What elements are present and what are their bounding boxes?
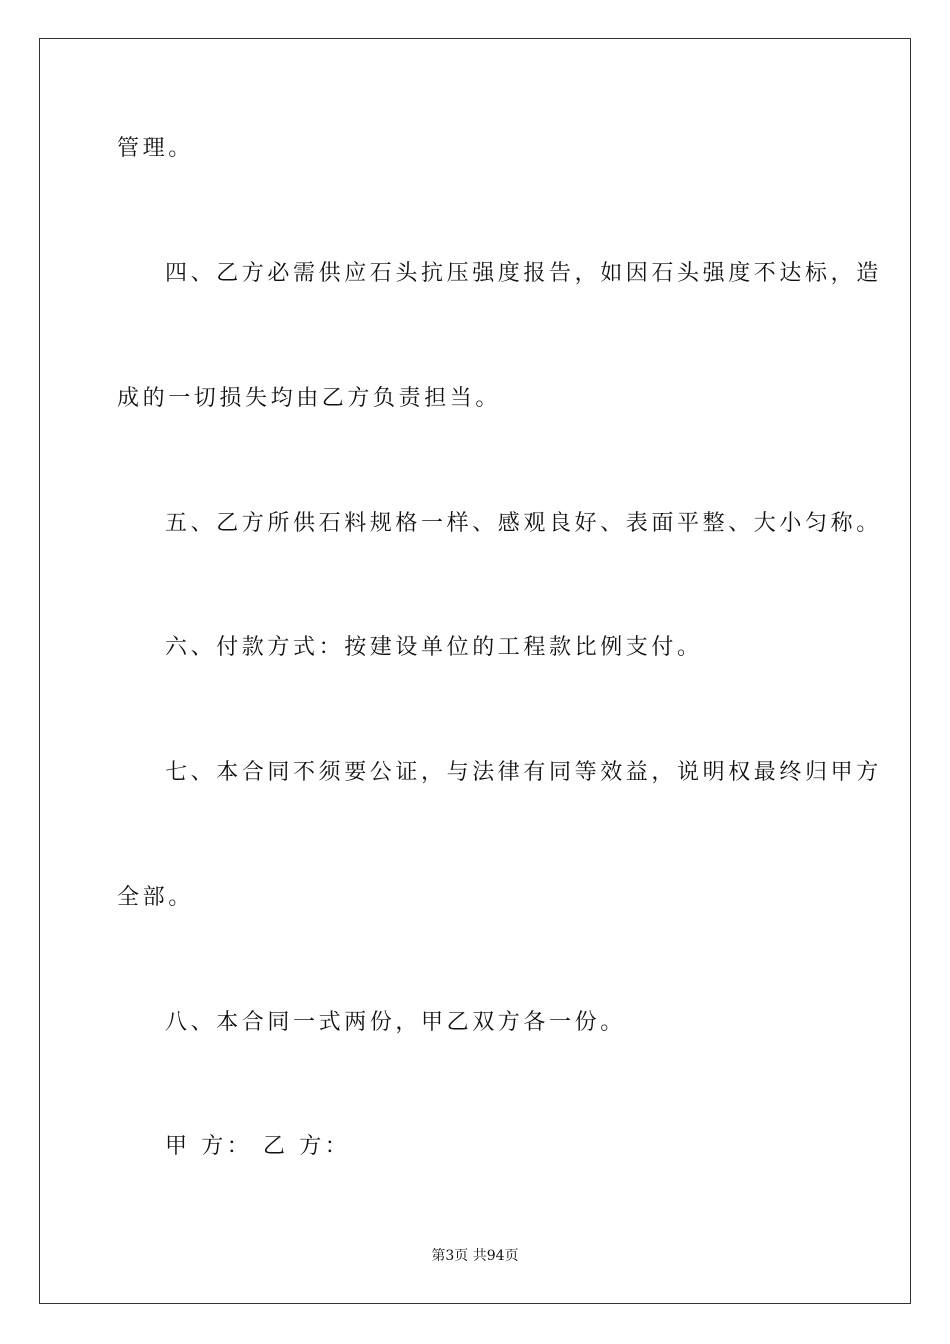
paragraph-line: 成的一切损失均由乙方负责担当。 — [117, 386, 502, 411]
page-frame — [39, 38, 911, 1304]
page-number: 第3页 — [431, 1248, 469, 1264]
paragraph-line: 五、乙方所供石料规格一样、感观良好、表面平整、大小匀称。 — [165, 511, 882, 536]
party-b-label: 乙 方： — [263, 1134, 351, 1159]
paragraph-line: 七、本合同不须要公证，与法律有同等效益，说明权最终归甲方 — [165, 760, 882, 785]
paragraph-line: 八、本合同一式两份，甲乙双方各一份。 — [165, 1010, 626, 1035]
paragraph-line: 四、乙方必需供应石头抗压强度报告，如因石头强度不达标，造 — [165, 261, 882, 286]
signature-line — [165, 1132, 350, 1162]
page-footer — [0, 1246, 950, 1266]
paragraph-line: 管理。 — [117, 136, 194, 161]
paragraph-line: 全部。 — [117, 885, 194, 910]
party-a-label: 甲 方： — [165, 1134, 253, 1159]
page-total: 共94页 — [472, 1248, 519, 1264]
paragraph-line: 六、付款方式：按建设单位的工程款比例支付。 — [165, 635, 703, 660]
